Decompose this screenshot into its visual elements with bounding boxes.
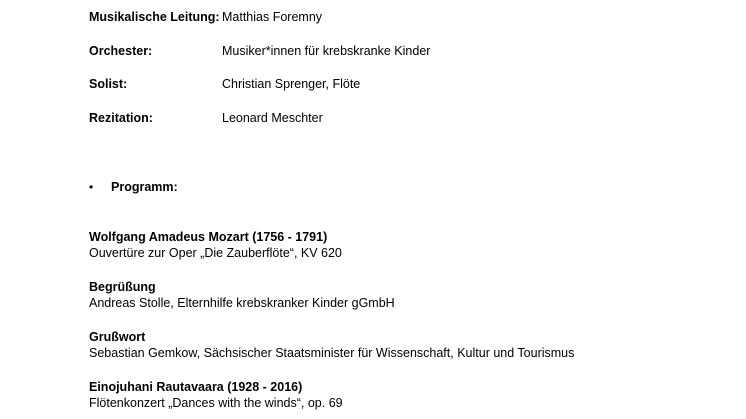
program-item-description: Ouvertüre zur Oper „Die Zauberflöte“, KV 620 <box>89 246 342 260</box>
detail-value: Musiker*innen für krebskranke Kinder <box>222 44 431 58</box>
program-item-title: Einojuhani Rautavaara (1928 - 2016) <box>89 380 303 394</box>
detail-row-recitation <box>89 110 709 128</box>
program-item-description: Flötenkonzert „Dances with the winds“, op. 69 <box>89 396 343 410</box>
detail-label: Orchester: <box>89 44 153 58</box>
program-item-rautavaara <box>89 379 729 411</box>
program-item-description: Sebastian Gemkow, Sächsischer Staatsminister für Wissenschaft, Kultur und Tourismus <box>89 346 575 360</box>
detail-label: Rezitation: <box>89 111 153 125</box>
detail-row-conductor <box>89 9 709 27</box>
detail-value: Christian Sprenger, Flöte <box>222 77 361 91</box>
program-item-description: Andreas Stolle, Elternhilfe krebskranker Kinder gGmbH <box>89 296 395 310</box>
detail-row-orchestra <box>89 43 709 61</box>
detail-label: Solist: <box>89 77 128 91</box>
program-heading: Programm: <box>111 180 178 194</box>
bullet-icon: • <box>89 180 94 194</box>
detail-label: Musikalische Leitung: <box>89 10 220 24</box>
program-item-greeting <box>89 329 729 361</box>
program-item-title: Begrüßung <box>89 280 156 294</box>
detail-value: Leonard Meschter <box>222 111 323 125</box>
program-item-title: Grußwort <box>89 330 146 344</box>
program-item-title: Wolfgang Amadeus Mozart (1756 - 1791) <box>89 230 328 244</box>
detail-value: Matthias Foremny <box>222 10 323 24</box>
program-item-mozart <box>89 229 729 261</box>
program-item-welcome <box>89 279 729 311</box>
detail-row-soloist <box>89 76 709 94</box>
